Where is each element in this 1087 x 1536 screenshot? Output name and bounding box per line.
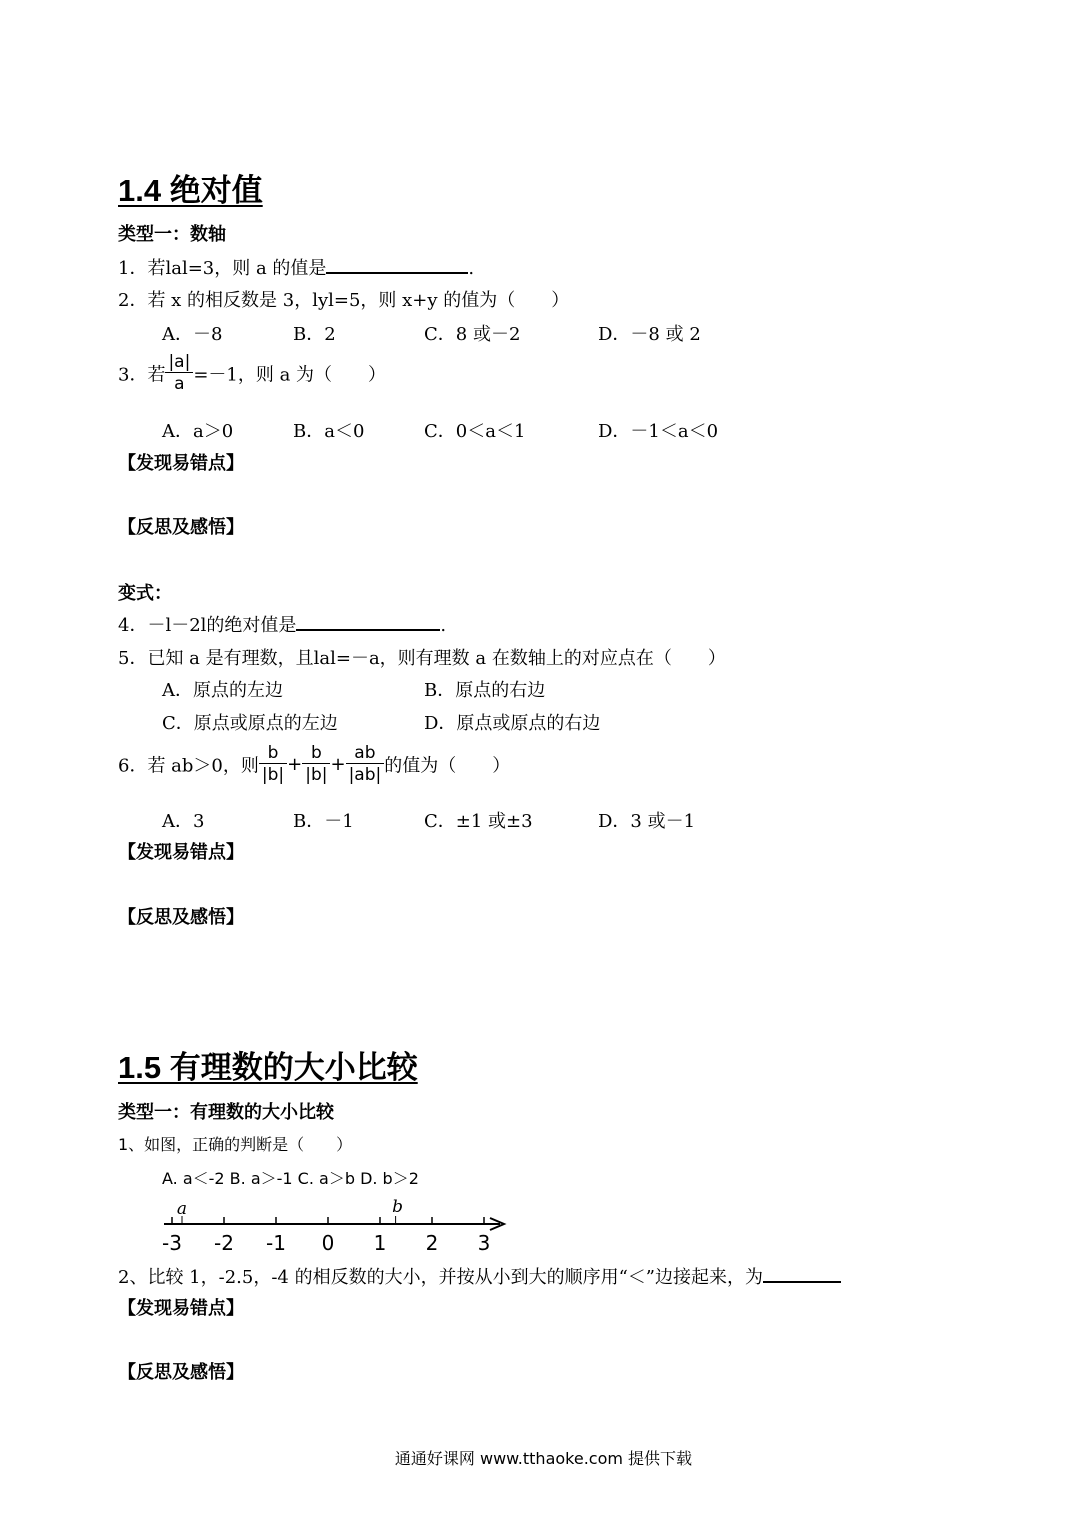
fraction-denominator: |ab| <box>346 763 385 786</box>
number-line-figure <box>150 1192 520 1256</box>
number-line-tick-label: -1 <box>266 1231 286 1255</box>
question-2 <box>118 1263 841 1289</box>
reflection-label: 【反思及感悟】 <box>118 1362 244 1383</box>
question-1: 1、如图，正确的判断是（ ） <box>118 1135 353 1154</box>
question-2: 2．若 x 的相反数是 3，lyl=5，则 x+y 的值为（ ） <box>118 290 570 311</box>
section-title-abs-value: 1.4 绝对值 <box>118 173 263 208</box>
question-1-options: A. a＜-2 B. a＞-1 C. a＞b D. b＞2 <box>162 1169 419 1188</box>
error-points-label: 【发现易错点】 <box>118 842 244 863</box>
point-b-label: b <box>392 1197 404 1217</box>
number-line-tick-label: 3 <box>477 1231 491 1255</box>
question-1 <box>118 254 474 280</box>
question-5-option-b: B．原点的右边 <box>424 680 546 701</box>
question-5-option-c: C．原点或原点的左边 <box>162 713 338 734</box>
fraction-numerator: b <box>267 743 279 763</box>
number-line-tick-label: 2 <box>425 1231 439 1255</box>
question-3-option-b: B．a＜0 <box>293 421 365 442</box>
question-4-end: . <box>440 615 447 636</box>
fraction-denominator: |b| <box>302 763 330 786</box>
number-line-tick-label: 1 <box>373 1231 387 1255</box>
question-4-text: 4．－l－2l的绝对值是 <box>118 615 297 636</box>
fraction-numerator: b <box>310 743 322 763</box>
question-5: 5．已知 a 是有理数，且lal=－a，则有理数 a 在数轴上的对应点在（ ） <box>118 648 726 669</box>
error-points-label: 【发现易错点】 <box>118 1298 244 1319</box>
question-2-text: 2、比较 1，-2.5，-4 的相反数的大小，并按从小到大的顺序用“＜”边接起来，为 <box>118 1267 763 1288</box>
question-1-end: . <box>468 258 475 279</box>
question-6-suffix: 的值为（ ） <box>384 755 511 777</box>
question-3 <box>118 352 386 395</box>
type-heading-number-line: 类型一：数轴 <box>118 224 226 245</box>
point-a-label: a <box>176 1199 188 1219</box>
reflection-label: 【反思及感悟】 <box>118 907 244 928</box>
answer-blank <box>763 1280 841 1283</box>
question-3-prefix: 3．若 <box>118 364 166 386</box>
question-6 <box>118 743 510 786</box>
question-3-option-a: A．a＞0 <box>162 421 234 442</box>
question-5-option-d: D．原点或原点的右边 <box>424 713 601 734</box>
answer-blank <box>296 628 440 631</box>
fraction-numerator: ab <box>354 743 376 763</box>
question-3-option-c: C．0＜a＜1 <box>424 421 526 442</box>
question-2-option-d: D．－8 或 2 <box>598 324 701 345</box>
number-line-tick-label: -2 <box>214 1231 234 1255</box>
question-2-option-a: A．－8 <box>162 324 223 345</box>
number-line-tick-label: -3 <box>162 1231 182 1255</box>
fraction-abs-a-over-a <box>165 352 193 395</box>
fraction-denominator: a <box>165 372 193 395</box>
question-6-option-c: C．±1 或±3 <box>424 811 533 832</box>
fraction-b-over-abs-b-2 <box>302 743 330 786</box>
plus-sign: + <box>330 754 346 775</box>
question-6-prefix: 6．若 ab＞0，则 <box>118 755 259 777</box>
question-3-suffix: =－1，则 a 为（ ） <box>193 364 387 386</box>
error-points-label: 【发现易错点】 <box>118 453 244 474</box>
fraction-b-over-abs-b <box>259 743 287 786</box>
question-3-option-d: D．－1＜a＜0 <box>598 421 719 442</box>
question-2-option-b: B．2 <box>293 324 336 345</box>
question-2-option-c: C．8 或－2 <box>424 324 521 345</box>
question-6-option-b: B．－1 <box>293 811 354 832</box>
answer-blank <box>326 271 468 274</box>
fraction-denominator: |b| <box>259 763 287 786</box>
question-6-option-a: A．3 <box>162 811 205 832</box>
reflection-label: 【反思及感悟】 <box>118 517 244 538</box>
section-title-compare-rationals: 1.5 有理数的大小比较 <box>118 1050 418 1085</box>
number-line-tick-label: 0 <box>321 1231 335 1255</box>
question-5-option-a: A．原点的左边 <box>162 680 283 701</box>
question-1-text: 1．若lal=3，则 a 的值是 <box>118 258 327 279</box>
type-heading-compare: 类型一：有理数的大小比较 <box>118 1102 334 1123</box>
question-6-option-d: D．3 或－1 <box>598 811 696 832</box>
fraction-ab-over-abs-ab <box>346 743 385 786</box>
variant-heading: 变式： <box>118 583 172 604</box>
page-footer: 通通好课网 www.tthaoke.com 提供下载 <box>394 1449 693 1468</box>
plus-sign: + <box>287 754 303 775</box>
fraction-numerator: |a| <box>168 352 191 372</box>
question-4 <box>118 611 446 637</box>
